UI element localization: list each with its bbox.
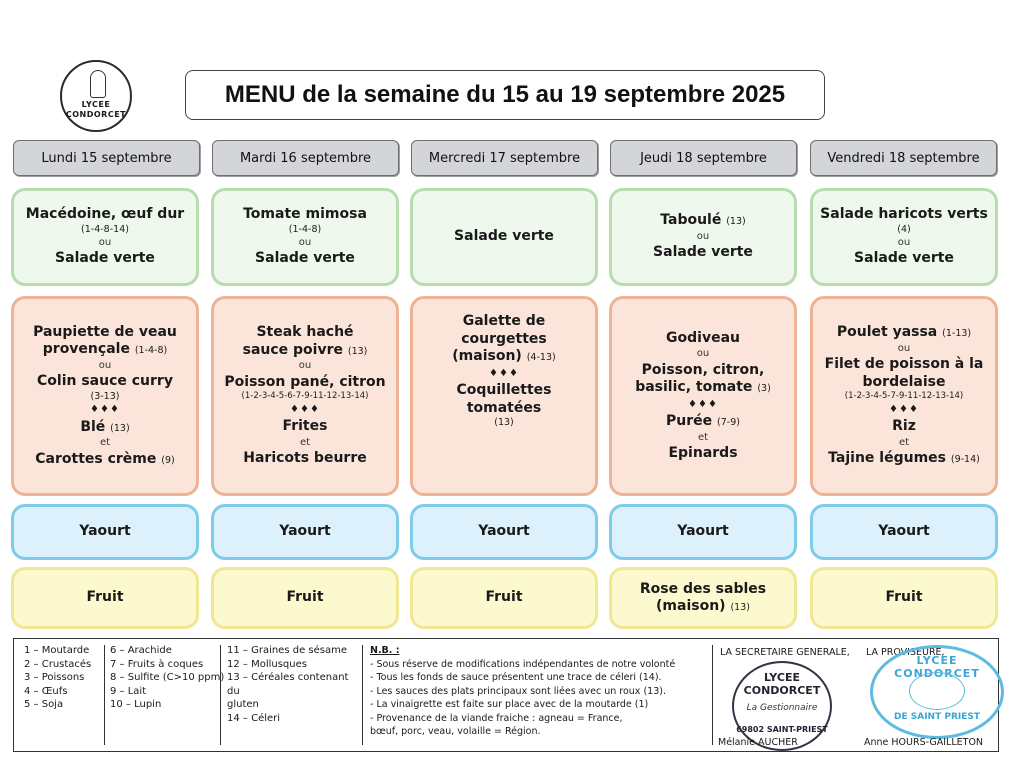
principal-title: LA PROVISEURE, [866, 647, 945, 658]
dish-name: Paupiette de veau [33, 323, 177, 340]
dish-name: Fruit [885, 589, 923, 606]
allergen-list-1: 1 – Moutarde 2 – Crustacés 3 – Poissons 4 – Œufs 5 – Soja [24, 645, 92, 710]
plat-cell-tuesday [211, 296, 399, 496]
dessert-cell-tuesday [211, 567, 399, 629]
allergen-code: (13) [726, 216, 746, 228]
secretary-name: Mélanie AUCHER [718, 737, 798, 748]
diamond-separator: ♦♦♦ [688, 398, 718, 410]
dish-name: Haricots beurre [243, 450, 367, 467]
and-separator: et [299, 436, 311, 448]
dish-name: Fruit [86, 589, 124, 606]
dish-name: sauce poivre (13) [242, 341, 368, 358]
dish-name: Filet de poisson à la [824, 356, 984, 373]
plat-cell-monday [11, 296, 199, 496]
dish-name: Colin sauce curry [37, 373, 173, 390]
dish-name: basilic, tomate (3) [635, 379, 771, 395]
allergen-code: (13) [494, 417, 514, 428]
divider [362, 645, 363, 745]
dish-name: Salade verte [653, 244, 753, 261]
dish-name: Blé (13) [80, 418, 130, 435]
emblem-icon [909, 672, 965, 710]
diamond-separator: ♦♦♦ [889, 403, 919, 415]
plat-cell-wednesday [410, 296, 598, 496]
day-header-thursday: Jeudi 18 septembre [610, 140, 797, 176]
allergen-list-2: 6 – Arachide 7 – Fruits à coques 8 – Sulfite (C>10 ppm) 9 – Lait 10 – Lupin [110, 645, 225, 710]
or-separator: ou [696, 230, 710, 242]
dish-name: Salade haricots verts [820, 206, 988, 223]
allergen-code: (4) [897, 223, 911, 235]
allergen-code: (7-9) [717, 417, 740, 428]
dessert-cell-monday [11, 567, 199, 629]
logo-line1: LYCEE [81, 100, 111, 109]
allergen-code: (13) [347, 345, 368, 357]
dish-name: Carottes crème (9) [35, 450, 175, 467]
entree-cell-friday [810, 188, 998, 286]
dish-name: Fruit [485, 589, 523, 606]
diamond-separator: ♦♦♦ [90, 404, 120, 416]
allergen-code: (13) [730, 602, 750, 613]
info-panel [13, 638, 999, 752]
entree-cell-tuesday [211, 188, 399, 286]
allergen-code: (1-2-3-4-5-7-9-11-12-13-14) [844, 391, 964, 402]
or-separator: ou [897, 342, 911, 354]
dish-name: Yaourt [79, 523, 131, 540]
dish-name: Yaourt [279, 523, 331, 540]
dish-name: Godiveau [666, 329, 740, 346]
dish-name: (maison) (13) [656, 598, 750, 614]
dessert-cell-friday [810, 567, 998, 629]
allergen-code: (13) [110, 422, 130, 434]
dish-name: Galette de courgettes [461, 313, 547, 347]
dish-name: Poulet yassa (1-13) [836, 324, 972, 341]
allergen-code: (1-4-8-14) [81, 223, 129, 235]
dairy-cell-monday [11, 504, 199, 560]
dish-name: Yaourt [478, 523, 530, 540]
allergen-list-3: 11 – Graines de sésame 12 – Mollusques 13 – Céréales contenant du gluten 14 – Céleri [227, 645, 349, 724]
entree-cell-wednesday [410, 188, 598, 286]
day-header-monday: Lundi 15 septembre [13, 140, 200, 176]
dish-name: Tomate mimosa [243, 206, 367, 223]
dish-name: Fruit [286, 589, 324, 606]
dish-name: bordelaise [862, 373, 946, 390]
dish-name: Steak haché [256, 324, 354, 341]
dish-name: Salade verte [454, 228, 554, 245]
notes-block: N.B. : - Sous réserve de modifications indépendantes de notre volonté - Tous les fonds de sauce présentent une trace de céleri (14). - Les sauces des plats principaux sont liées avec un roux (13). - La vinaigrette est faite sur place avec de la moutarde (1) - Provenance de la viande fraiche : agneau = France, bœuf, porc, veau, volaille = Région. [370, 644, 710, 739]
divider [220, 645, 221, 745]
diamond-separator: ♦♦♦ [290, 403, 320, 415]
dish-name: Tajine légumes (9-14) [828, 450, 980, 467]
plat-cell-thursday [609, 296, 797, 496]
school-stamp-principal: LYCEE CONDORCET DE SAINT PRIEST [870, 645, 1004, 739]
dish-name: Salade verte [55, 250, 155, 267]
divider [104, 645, 105, 745]
allergen-code: (4-13) [526, 352, 556, 363]
dish-name: Coquillettes tomatées [456, 382, 552, 416]
school-stamp-secretary: LYCEE CONDORCET La Gestionnaire 69802 SAINT-PRIEST [732, 661, 832, 751]
allergen-code: (9) [161, 454, 175, 466]
dessert-cell-thursday [609, 567, 797, 629]
plat-cell-friday [810, 296, 998, 496]
dairy-cell-thursday [609, 504, 797, 560]
dish-name: Poisson pané, citron [224, 373, 386, 390]
dish-name: Epinards [668, 445, 738, 461]
logo-line2: CONDORCET [65, 110, 127, 119]
day-header-friday: Vendredi 18 septembre [810, 140, 997, 176]
day-header-tuesday: Mardi 16 septembre [212, 140, 399, 176]
secretary-title: LA SECRETAIRE GENERALE, [720, 647, 850, 658]
menu-title: MENU de la semaine du 15 au 19 septembre 2025 [185, 70, 825, 120]
dish-name: Macédoine, œuf dur [25, 206, 185, 223]
or-separator: ou [98, 236, 112, 248]
dish-name: Rose des sables [639, 580, 767, 597]
allergen-code: (3-13) [90, 390, 120, 402]
dish-name: Yaourt [677, 523, 729, 540]
and-separator: et [898, 436, 910, 448]
allergen-code: (1-4-8) [288, 223, 322, 235]
and-separator: et [99, 437, 111, 449]
dairy-cell-tuesday [211, 504, 399, 560]
dessert-cell-wednesday [410, 567, 598, 629]
dish-name: Frites [282, 418, 328, 435]
dish-name: Yaourt [878, 523, 930, 540]
or-separator: ou [696, 348, 710, 359]
dish-name: Salade verte [854, 250, 954, 267]
allergen-code: (9-14) [950, 454, 980, 466]
or-separator: ou [897, 236, 911, 248]
dish-name: (maison) (4-13) [452, 348, 556, 364]
dairy-cell-friday [810, 504, 998, 560]
allergen-code: (1-4-8) [134, 345, 168, 357]
or-separator: ou [298, 360, 312, 372]
school-logo [60, 60, 132, 132]
day-header-wednesday: Mercredi 17 septembre [411, 140, 598, 176]
or-separator: ou [98, 359, 112, 371]
dish-name: Salade verte [255, 250, 355, 267]
allergen-code: (1-13) [942, 328, 972, 340]
statue-icon [90, 70, 106, 98]
principal-name: Anne HOURS-GAILLETON [864, 737, 984, 748]
dish-name: Poisson, citron, [641, 361, 765, 378]
diamond-separator: ♦♦♦ [489, 367, 519, 379]
allergen-code: (1-2-3-4-5-6-7-9-11-12-13-14) [241, 391, 369, 402]
and-separator: et [697, 431, 709, 443]
or-separator: ou [298, 236, 312, 248]
dish-name: Purée (7-9) [666, 413, 740, 429]
entree-cell-monday [11, 188, 199, 286]
entree-cell-thursday [609, 188, 797, 286]
dish-name: Riz [892, 418, 916, 435]
allergen-code: (3) [757, 383, 771, 394]
divider [712, 645, 713, 745]
dish-name: Taboulé (13) [660, 212, 746, 229]
notes-title: N.B. : [370, 645, 400, 656]
dairy-cell-wednesday [410, 504, 598, 560]
dish-name: provençale (1-4-8) [42, 341, 168, 358]
